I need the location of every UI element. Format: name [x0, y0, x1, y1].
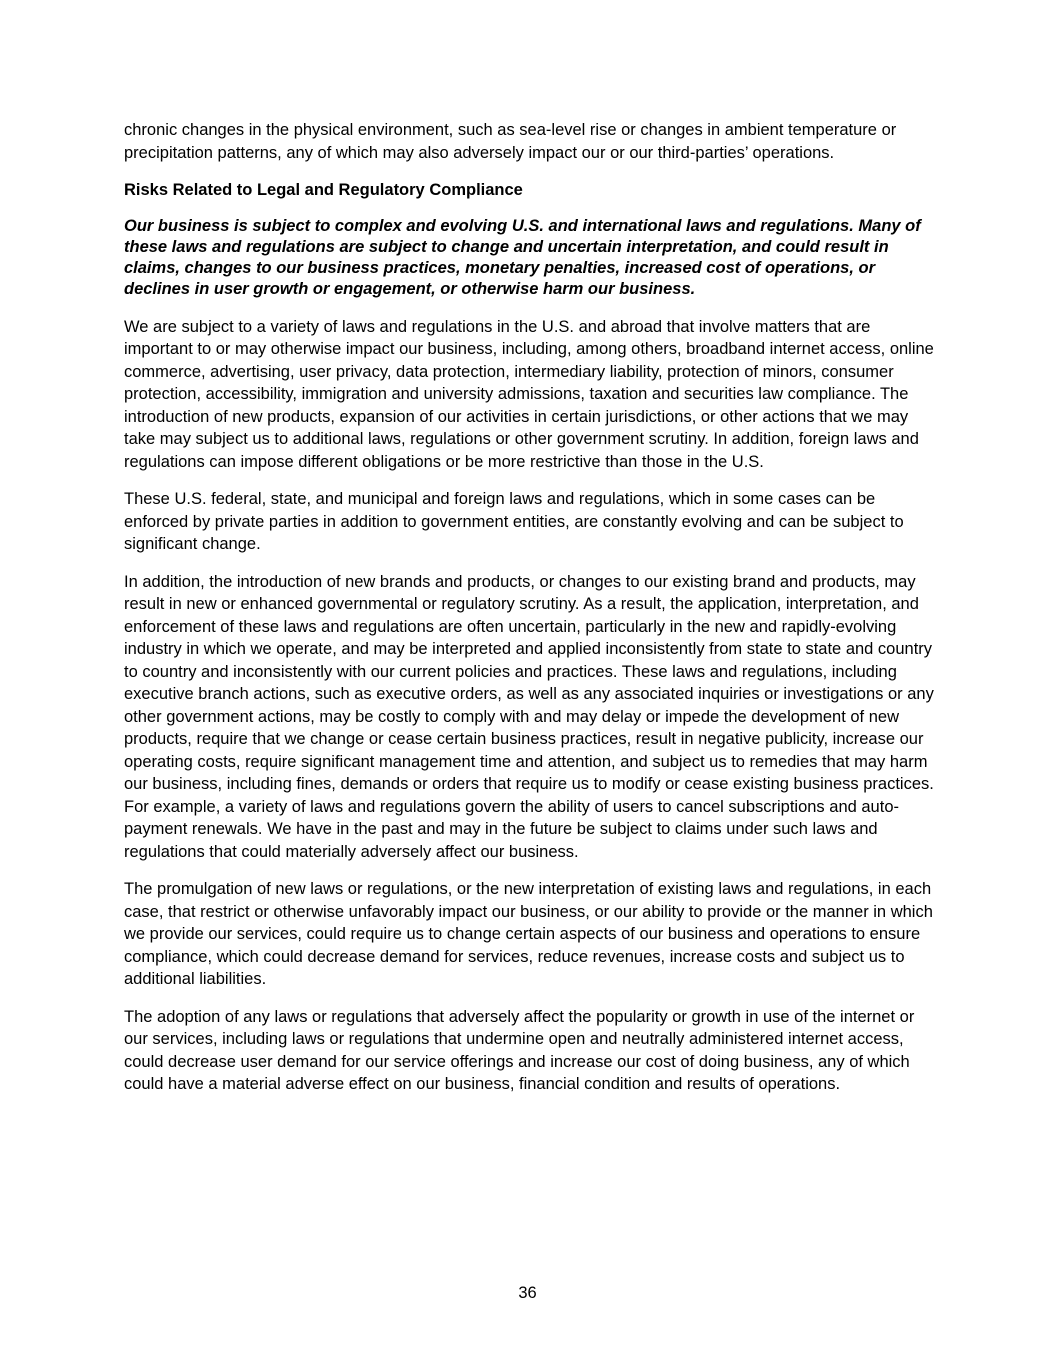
body-paragraph: In addition, the introduction of new brands and products, or changes to our existing brand and products, may result in new or enhanced governmental or regulatory scrutiny. As a result, the application, interpretation, and enforcement of these laws and regulations are often uncertain, particularly in the new and rapidly-evolving industry in which we operate, and may be interpreted and applied inconsistently from state to state and country to country and inconsistently with our current policies and practices. These laws and regulations, including executive branch actions, such as executive orders, as well as any associated inquiries or investigations or any other government actions, may be costly to comply with and may delay or impede the development of new products, require that we change or cease certain business practices, result in negative publicity, increase our operating costs, require significant management time and attention, and subject us to remedies that may harm our business, including fines, demands or orders that require us to modify or cease existing business practices. For example, a variety of laws and regulations govern the ability of users to cancel subscriptions and auto-payment renewals. We have in the past and may in the future be subject to claims under such laws and regulations that could materially adversely affect our business.	[124, 572, 934, 861]
page-number: 36	[518, 1284, 537, 1302]
body-paragraph: The promulgation of new laws or regulations, or the new interpretation of existing laws and regulations, in each case, that restrict or otherwise unfavorably impact our business, or our ability to provide or the manner in which we provide our services, could require us to change certain aspects of our business and operations to ensure compliance, which could decrease demand for services, reduce revenues, increase costs and subject us to additional liabilities.	[124, 880, 933, 988]
body-paragraph: The adoption of any laws or regulations that adversely affect the popularity or growth in use of the internet or our services, including laws or regulations that undermine open and neutrally administered internet access, could decrease user demand for our service offerings and increase our cost of doing business, any of which could have a material adverse effect on our business, financial condition and results of operations.	[124, 1007, 915, 1093]
continued-paragraph: chronic changes in the physical environment, such as sea-level rise or changes in ambient temperature or precipitation patterns, any of which may also adversely impact our or our third-parties’ operations.	[124, 121, 897, 162]
risk-factor-heading: Our business is subject to complex and evolving U.S. and international laws and regulations. Many of these laws and regulations are subject to change and uncertain interpretation, and could result in claims, changes to our business practices, monetary penalties, increased cost of operations, or declines in user growth or engagement, or otherwise harm our business.	[124, 216, 921, 298]
body-paragraph: These U.S. federal, state, and municipal and foreign laws and regulations, which in some cases can be enforced by private parties in addition to government entities, are constantly evolving and can be subject to significant change.	[124, 490, 904, 553]
section-heading: Risks Related to Legal and Regulatory Compliance	[124, 181, 523, 199]
body-paragraph: We are subject to a variety of laws and regulations in the U.S. and abroad that involve matters that are important to or may otherwise impact our business, including, among others, broadband internet access, online commerce, advertising, user privacy, data protection, intermediary liability, protection of minors, consumer protection, accessibility, immigration and university admissions, taxation and securities law compliance. The introduction of new products, expansion of our activities in certain jurisdictions, or other actions that we may take may subject us to additional laws, regulations or other government scrutiny. In addition, foreign laws and regulations can impose different obligations or be more restrictive than those in the U.S.	[124, 317, 934, 471]
document-page	[124, 119, 936, 1111]
